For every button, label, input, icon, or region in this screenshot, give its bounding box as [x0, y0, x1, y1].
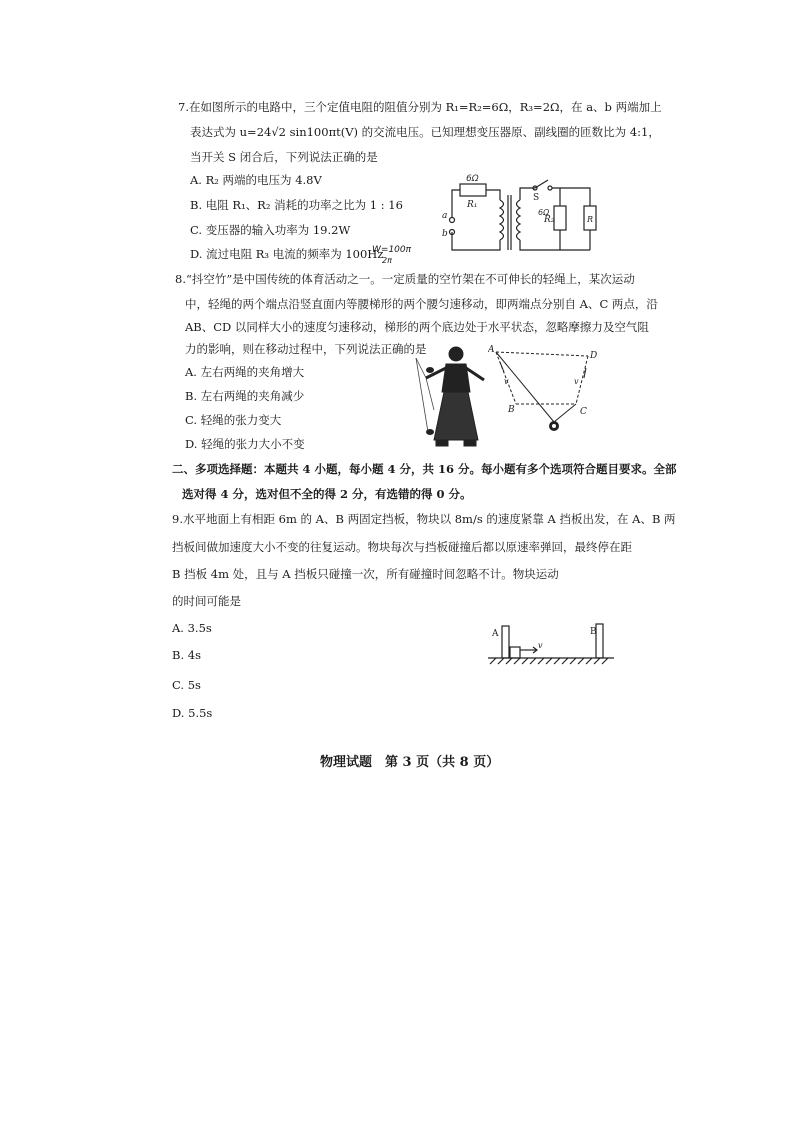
- q9-line3: B 挡板 4m 处，且与 A 挡板只碰撞一次，所有碰撞时间忽略不计。物块运动: [172, 567, 559, 581]
- handwritten-omega-note-2: 2π: [382, 256, 392, 265]
- q8-option-c: C. 轻绳的张力变大: [185, 413, 282, 427]
- velocity-label: v: [538, 641, 543, 650]
- q9-boards-diagram: [486, 618, 616, 666]
- q8-line2: 中，轻绳的两个端点沿竖直面内等腰梯形的两个腰匀速移动，即两端点分别自 A、C 两点，沿: [185, 297, 658, 311]
- q8-trapezoid-diagram: [488, 342, 608, 442]
- point-b-label: B: [508, 405, 515, 415]
- q8-option-a: A. 左右两绳的夹角增大: [185, 365, 305, 379]
- point-a-label: A: [488, 345, 495, 355]
- q8-line1: 8.“抖空竹”是中国传统的体育活动之一。一定质量的空竹架在不可伸长的轻绳上，某次运动: [175, 272, 635, 286]
- q7-option-a: A. R₂ 两端的电压为 4.8V: [190, 173, 322, 187]
- q9-option-c: C. 5s: [172, 678, 201, 692]
- q9-line1: 9.水平地面上有相距 6m 的 A、B 两固定挡板，物块以 8m/s 的速度紧靠 A 挡板出发，在 A、B 两: [172, 512, 676, 526]
- q7-line3: 当开关 S 闭合后，下列说法正确的是: [190, 150, 378, 164]
- section2-heading-line2: 选对得 4 分，选对但不全的得 2 分，有选错的得 0 分。: [182, 487, 472, 501]
- a-terminal-label: a: [442, 211, 448, 221]
- board-a: [502, 626, 509, 658]
- point-c-label: C: [580, 407, 587, 417]
- handwritten-r1-note: 6Ω: [466, 174, 479, 184]
- q8-line4: 力的影响，则在移动过程中，下列说法正确的是: [185, 342, 427, 356]
- q7-line2: 表达式为 u=24√2 sin100πt(V) 的交流电压。已知理想变压器原、副线圈的匝数比为 4:1，: [190, 125, 660, 139]
- q9-line4: 的时间可能是: [172, 594, 241, 608]
- q9-option-d: D. 5.5s: [172, 706, 213, 720]
- q9-option-b: B. 4s: [172, 648, 201, 662]
- q7-option-b: B. 电阻 R₁、R₂ 消耗的功率之比为 1 : 16: [190, 198, 403, 212]
- r2-label: R₂: [544, 215, 555, 225]
- board-a-label: A: [492, 629, 499, 639]
- r1-label: R₁: [467, 200, 478, 210]
- switch-label: S: [533, 193, 540, 203]
- board-b: [596, 624, 603, 658]
- q7-option-c: C. 变压器的输入功率为 19.2W: [190, 223, 351, 237]
- q8-line3: AB、CD 以同样大小的速度匀速移动，梯形的两个底边处于水平状态，忽略摩擦力及空气阻: [185, 320, 649, 334]
- section2-heading-line1: 二、多项选择题：本题共 4 小题，每小题 4 分，共 16 分。每小题有多个选项符合题目要求。全部: [172, 462, 677, 476]
- page-footer: 物理试题 第 3 页（共 8 页）: [320, 755, 500, 770]
- q7-option-d: D. 流过电阻 R₃ 电流的频率为 100Hz: [190, 247, 384, 261]
- r3-label: R: [587, 215, 594, 224]
- q7-circuit-diagram: [440, 170, 610, 265]
- b-terminal-label: b: [442, 229, 448, 239]
- r2-resistor: [554, 206, 566, 230]
- velocity-left-label: v: [504, 377, 509, 386]
- velocity-right-label: v: [574, 377, 579, 386]
- handwritten-r2-note: 6Ω: [538, 208, 550, 217]
- point-d-label: D: [590, 351, 598, 361]
- q8-option-d: D. 轻绳的张力大小不变: [185, 437, 305, 451]
- q8-option-b: B. 左右两绳的夹角减少: [185, 389, 305, 403]
- q9-option-a: A. 3.5s: [172, 621, 212, 635]
- q7-line1: 7.在如图所示的电路中，三个定值电阻的阻值分别为 R₁=R₂=6Ω，R₃=2Ω，在 a、b 两端加上: [178, 100, 662, 114]
- block: [510, 647, 520, 658]
- handwritten-omega-note: W=100π: [372, 245, 412, 255]
- board-b-label: B: [590, 627, 597, 637]
- q9-line2: 挡板间做加速度大小不变的往复运动。物块每次与挡板碰撞后都以原速率弹回，最终停在距: [172, 540, 632, 554]
- r1-resistor: [460, 184, 486, 196]
